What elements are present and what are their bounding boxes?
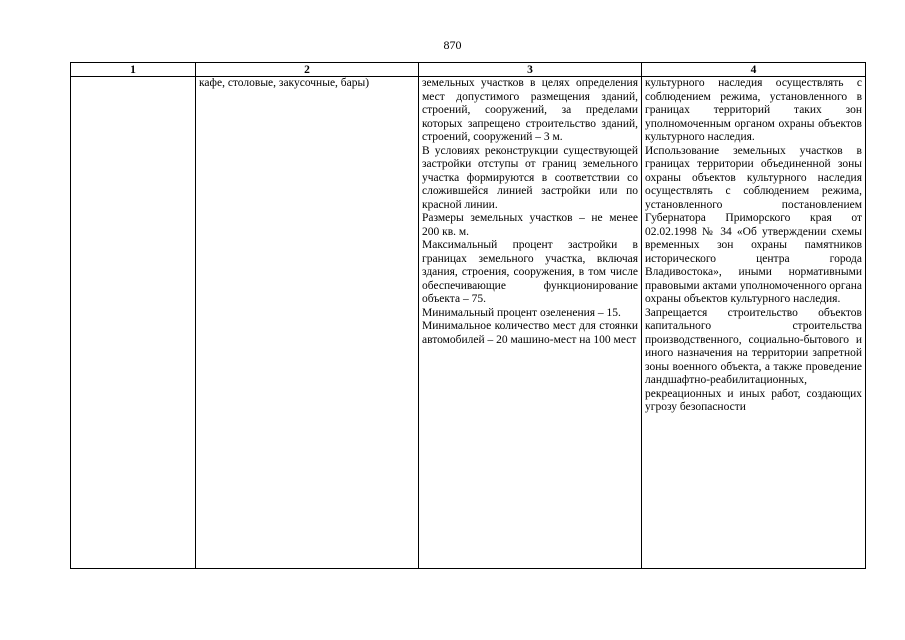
column-header-3: 3	[419, 63, 642, 77]
col2-text: кафе, столовые, закусочные, бары)	[199, 77, 370, 89]
col3-paragraph: Максимальный процент застройки в границах земельного участка, включая здания, строения, сооружения, в том числе обеспечивающие функционирование объекта – 75.	[422, 239, 638, 305]
col3-paragraph: земельных участков в целях определения мест допустимого размещения зданий, строений, сооружений, за пределами которых запрещено строительство зданий, строений, сооружений – 3 м.	[422, 77, 638, 143]
column-header-2: 2	[196, 63, 419, 77]
cell-col2	[196, 77, 419, 569]
document-table	[70, 62, 866, 569]
col4-paragraph: Использование земельных участков в границах территории объединенной зоны охраны объектов культурного наследия осуществлять с соблюдением режима, установленного постановлением Губернатора Приморского края от 02.02.1998 № 34 «Об утверждении схемы временных зон охраны памятников исторического центра города Владивостока», иными нормативными правовыми актами уполномоченного органа охраны объектов культурного наследия.	[645, 144, 862, 305]
col3-paragraph: В условиях реконструкции существующей застройки отступы от границ земельного участка формируются в соответствии со сложившейся линией застройки или по красной линии.	[422, 144, 638, 211]
col3-paragraph: Минимальный процент озеленения – 15.	[422, 306, 621, 319]
col3-paragraph: Размеры земельных участков – не менее 200 кв. м.	[422, 212, 638, 238]
col3-paragraph: Минимальное количество мест для стоянки автомобилей – 20 машино-мест на 100 мест	[422, 320, 638, 346]
col4-paragraph: культурного наследия осуществлять с соблюдением режима, установленного в границах территорий таких зон уполномоченным органом охраны объектов культурного наследия.	[645, 77, 862, 143]
table-header-row	[71, 63, 866, 77]
cell-col1	[71, 77, 196, 569]
table-row	[71, 77, 866, 569]
page-number: 870	[443, 38, 462, 52]
column-header-1: 1	[71, 63, 196, 77]
cell-col3	[419, 77, 642, 569]
col4-paragraph: Запрещается строительство объектов капитального строительства производственного, социально-бытового и иного назначения на территории запретной зоны военного объекта, а также проведение ландшафтно-реабилитационных, рекреационных и иных работ, создающих угрозу безопасности	[645, 306, 862, 413]
cell-col4	[642, 77, 866, 569]
column-header-4: 4	[642, 63, 866, 77]
